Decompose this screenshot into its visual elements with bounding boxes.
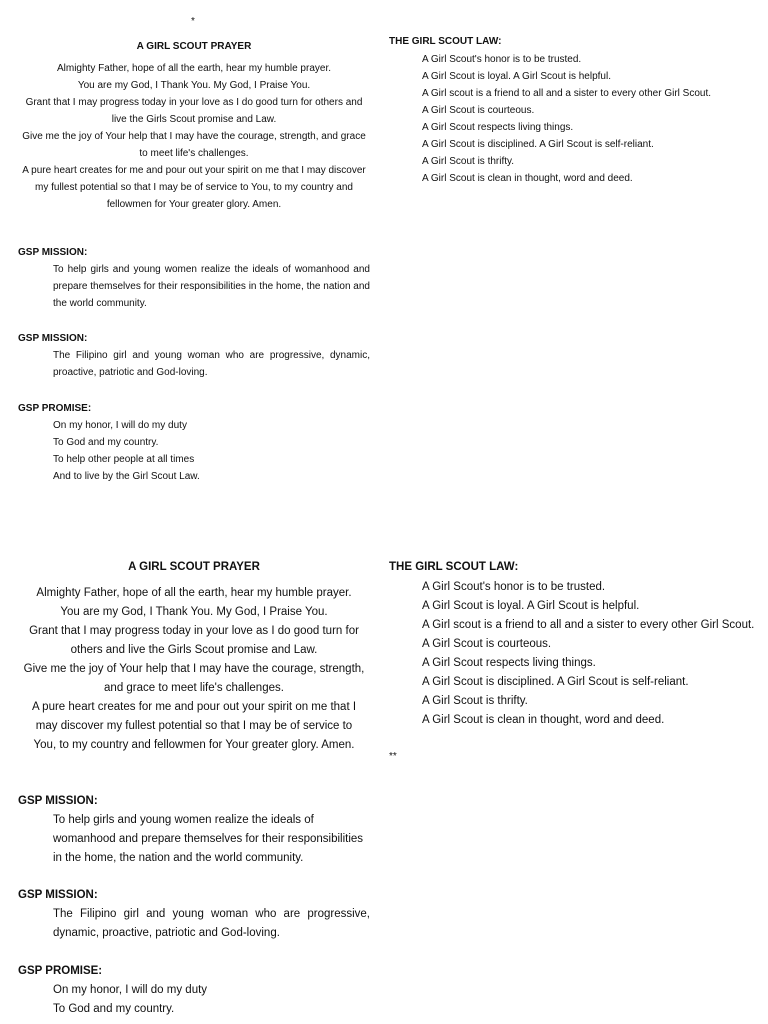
promise-line: To God and my country. (53, 437, 159, 448)
prayer-line: Give me the joy of Your help that I may have the courage, strength, and grace to meet life's challenges. (22, 131, 366, 159)
prayer-line: Give me the joy of Your help that I may have the courage, strength, and grace to meet life's challenges. (23, 663, 365, 694)
law-line: A Girl Scout's honor is to be trusted. (422, 581, 606, 593)
law-line: A Girl Scout is courteous. (422, 105, 535, 116)
mission2-block-large (18, 886, 370, 943)
law-line: A Girl scout is a friend to all and a sister to every other Girl Scout. (422, 619, 755, 631)
law-line: A Girl Scout respects living things. (422, 122, 574, 133)
law-line: A Girl Scout is loyal. A Girl Scout is helpful. (422, 71, 611, 82)
promise-block-large (18, 962, 370, 1019)
mission-text (18, 905, 370, 943)
law-line: A Girl Scout is disciplined. A Girl Scout is self-reliant. (422, 139, 654, 150)
prayer-line: A pure heart creates for me and pour out your spirit on me that I may discover my fullest potential so that I may be of service to You, to my country and fellowmen for Your greater glory. Amen. (22, 165, 366, 210)
promise-text (18, 417, 370, 485)
prayer-text (18, 584, 370, 755)
promise-heading: GSP PROMISE: (18, 965, 103, 977)
prayer-line: Almighty Father, hope of all the earth, hear my humble prayer. (36, 587, 352, 599)
mission-text (18, 261, 370, 312)
law-line: A Girl Scout is disciplined. A Girl Scout is self-reliant. (422, 676, 689, 688)
mission1-block-large (18, 792, 370, 868)
mission-paragraph: To help girls and young women realize the ideals of womanhood and prepare themselves for their responsibilities in the home, the nation and the world community. (53, 814, 364, 864)
prayer-block-large (18, 558, 370, 755)
prayer-title: A GIRL SCOUT PRAYER (136, 41, 252, 52)
promise-text (18, 981, 370, 1019)
promise-line: To God and my country. (53, 1003, 175, 1015)
promise-heading: GSP PROMISE: (18, 403, 92, 414)
mission-heading: GSP MISSION: (18, 333, 88, 344)
mission-heading: GSP MISSION: (18, 889, 98, 901)
section-marker-top: * (191, 16, 195, 27)
mission-paragraph: The Filipino girl and young woman who are progressive, dynamic, proactive, patriotic and God-loving. (53, 908, 370, 939)
prayer-line: Grant that I may progress today in your love as I do good turn for others and live the Girls Scout promise and Law. (25, 97, 363, 125)
prayer-line: You are my God, I Thank You. My God, I Praise You. (60, 606, 328, 618)
mission2-block-small (18, 330, 370, 381)
law-line: A Girl Scout is thrifty. (422, 695, 528, 707)
law-line: A Girl Scout respects living things. (422, 657, 596, 669)
promise-block-small (18, 400, 370, 485)
law-block-small (389, 33, 759, 187)
mission-text (18, 347, 370, 381)
prayer-line: A pure heart creates for me and pour out your spirit on me that I may discover my fullest potential so that I may be of service to You, to my country and fellowmen for Your greater glory. Amen. (31, 701, 357, 751)
promise-line: And to live by the Girl Scout Law. (53, 471, 200, 482)
prayer-line: Almighty Father, hope of all the earth, hear my humble prayer. (56, 63, 332, 74)
law-line: A Girl Scout is courteous. (422, 638, 552, 650)
promise-line: To help other people at all times (53, 454, 195, 465)
prayer-line: Grant that I may progress today in your love as I do good turn for others and live the Girls Scout promise and Law. (29, 625, 359, 656)
prayer-line: You are my God, I Thank You. My God, I Praise You. (77, 80, 311, 91)
prayer-title: A GIRL SCOUT PRAYER (128, 561, 260, 573)
promise-line: On my honor, I will do my duty (53, 420, 187, 431)
promise-line: On my honor, I will do my duty (53, 984, 208, 996)
law-line: A Girl Scout's honor is to be trusted. (422, 54, 582, 65)
prayer-block-small (18, 38, 370, 213)
mission-text (18, 811, 370, 868)
law-block-large (389, 558, 759, 730)
mission-heading: GSP MISSION: (18, 795, 98, 807)
law-text (389, 51, 759, 187)
mission-paragraph: To help girls and young women realize the ideals of womanhood and prepare themselves for their responsibilities in the home, the nation and the world community. (53, 264, 370, 309)
section-marker-bottom: ** (389, 751, 397, 762)
law-heading: THE GIRL SCOUT LAW: (389, 561, 519, 573)
law-line: A Girl Scout is clean in thought, word and deed. (422, 714, 665, 726)
law-line: A Girl scout is a friend to all and a sister to every other Girl Scout. (422, 88, 712, 99)
law-text (389, 578, 759, 730)
mission-heading: GSP MISSION: (18, 247, 88, 258)
mission1-block-small (18, 244, 370, 312)
law-heading: THE GIRL SCOUT LAW: (389, 36, 502, 47)
law-line: A Girl Scout is clean in thought, word and deed. (422, 173, 633, 184)
prayer-text (18, 60, 370, 213)
law-line: A Girl Scout is loyal. A Girl Scout is helpful. (422, 600, 640, 612)
mission-paragraph: The Filipino girl and young woman who are progressive, dynamic, proactive, patriotic and God-loving. (53, 350, 370, 378)
law-line: A Girl Scout is thrifty. (422, 156, 515, 167)
